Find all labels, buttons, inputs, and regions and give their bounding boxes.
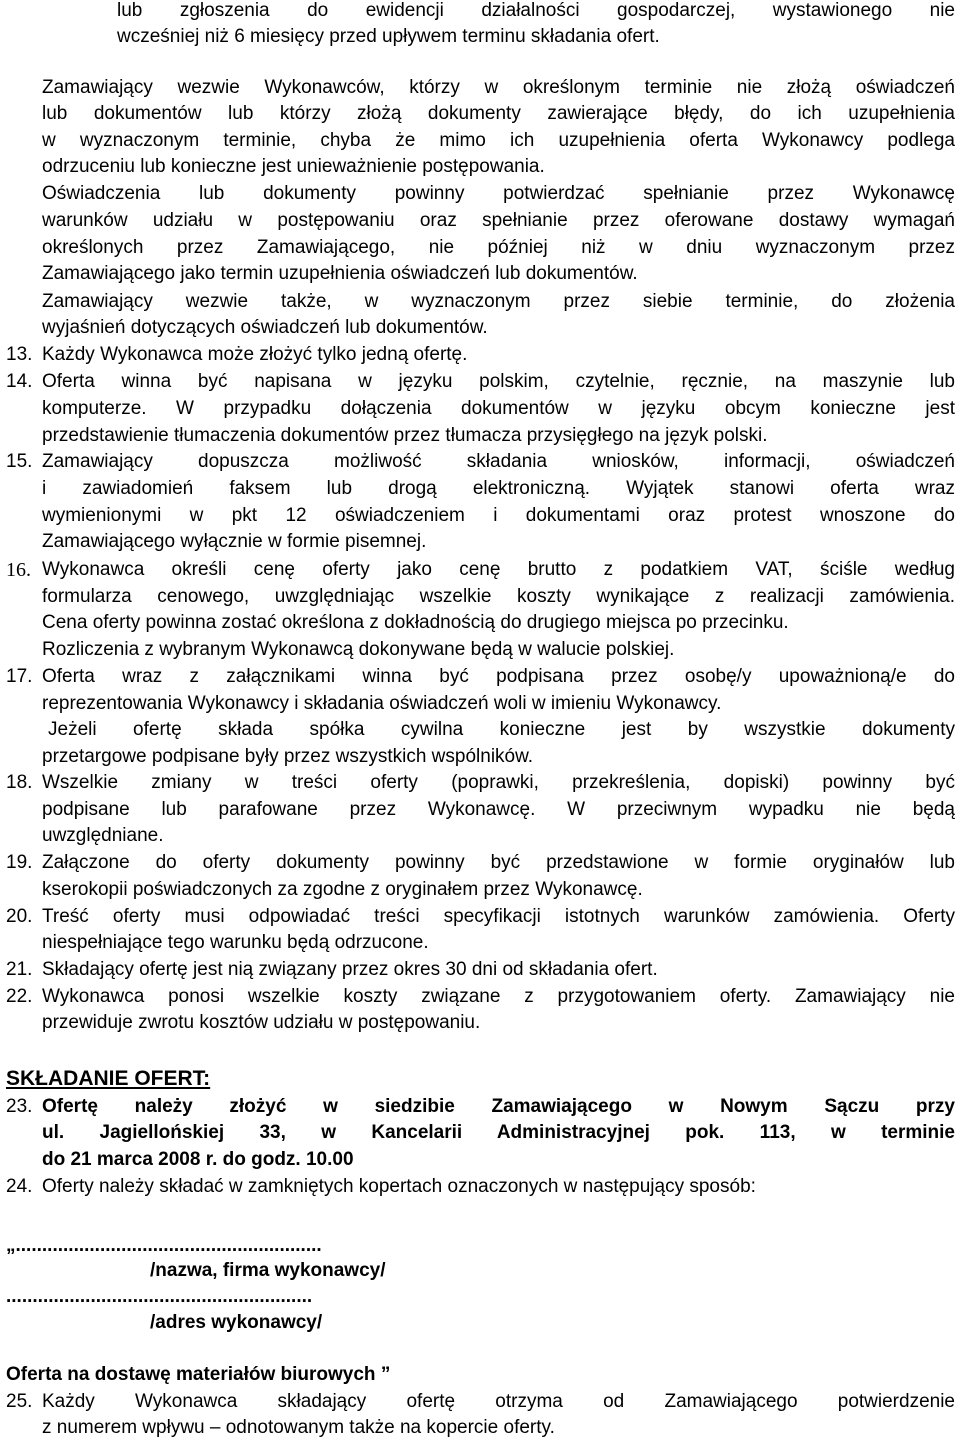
item-number: 16. — [6, 559, 31, 581]
text-line: kserokopii poświadczonych za zgodne z oryginałem przez Wykonawcę. — [42, 879, 643, 900]
item-number: 15. — [6, 451, 33, 472]
text-line: wyjaśnień dotyczących oświadczeń lub dokumentów. — [42, 317, 488, 338]
text-line: lub dokumentów lub którzy złożą dokumenty zawierające błędy, do ich uzupełnienia — [42, 103, 955, 124]
envelope-name-label: /nazwa, firma wykonawcy/ — [150, 1260, 386, 1281]
envelope-address-label: /adres wykonawcy/ — [150, 1312, 323, 1333]
item-number: 18. — [6, 772, 33, 793]
text-line: w wyznaczonym terminie, chyba że mimo ich uzupełnienia oferta Wykonawcy podlega — [42, 130, 955, 151]
text-line: Załączone do oferty dokumenty powinny być przedstawione w formie oryginałów lub — [42, 852, 955, 873]
text-line: z numerem wpływu – odnotowanym także na kopercie oferty. — [42, 1417, 555, 1438]
item-number: 19. — [6, 852, 33, 873]
text-line: określonych przez Zamawiającego, nie później niż w dniu wyznaczonym przez — [42, 237, 955, 258]
text-line: Każdy Wykonawca składający ofertę otrzyma od Zamawiającego potwierdzenie — [42, 1391, 955, 1412]
text-line: komputerze. W przypadku dołączenia dokumentów w języku obcym konieczne jest — [42, 398, 955, 419]
item-number: 24. — [6, 1176, 33, 1197]
section-heading: SKŁADANIE OFERT: — [6, 1067, 211, 1090]
text-line: przedstawienie tłumaczenia dokumentów przez tłumacza przysięgłego na język polski. — [42, 425, 768, 446]
text-line: odrzuceniu lub konieczne jest unieważnienie postępowania. — [42, 156, 545, 177]
text-line: Zamawiający dopuszcza możliwość składania wniosków, informacji, oświadczeń — [42, 451, 955, 472]
item-number: 17. — [6, 666, 33, 687]
item-number: 14. — [6, 371, 33, 392]
item-number: 21. — [6, 959, 33, 980]
item-number: 23. — [6, 1096, 33, 1117]
text-line: Oświadczenia lub dokumenty powinny potwierdzać spełnianie przez Wykonawcę — [42, 183, 955, 204]
text-line: podpisane lub parafowane przez Wykonawcę. W przeciwnym wypadku nie będą — [42, 799, 955, 820]
text-line: warunków udziału w postępowaniu oraz spełnianie przez oferowane dostawy wymagań — [42, 210, 955, 231]
text-line: reprezentowania Wykonawcy i składania oświadczeń woli w imieniu Wykonawcy. — [42, 693, 722, 714]
text-line: Ofertę należy złożyć w siedzibie Zamawiającego w Nowym Sączu przy — [42, 1096, 955, 1117]
text-line: Zamawiającego jako termin uzupełnienia oświadczeń lub dokumentów. — [42, 263, 638, 284]
item-number: 20. — [6, 906, 33, 927]
text-line: wcześniej niż 6 miesięcy przed upływem terminu składania ofert. — [117, 26, 660, 47]
envelope-dots-line: .......................................................... — [6, 1286, 313, 1307]
text-line: uwzględniane. — [42, 825, 164, 846]
text-line: formularza cenowego, uwzględniając wszelkie koszty wynikające z realizacji zamówienia. — [42, 586, 955, 607]
text-line: Rozliczenia z wybranym Wykonawcą dokonywane będą w walucie polskiej. — [42, 639, 675, 660]
text-line: Zamawiający wezwie także, w wyznaczonym przez siebie terminie, do złożenia — [42, 291, 955, 312]
text-line: Oferta wraz z załącznikami winna być podpisana przez osobę/y upoważnioną/e do — [42, 666, 955, 687]
text-line: wymienionymi w pkt 12 oświadczeniem i dokumentami oraz protest wnoszone do — [42, 505, 955, 526]
text-line: Oferta winna być napisana w języku polskim, czytelnie, ręcznie, na maszynie lub — [42, 371, 955, 392]
text-line: Zamawiającego wyłącznie w formie pisemnej. — [42, 531, 427, 552]
envelope-offer-title: Oferta na dostawę materiałów biurowych ” — [6, 1364, 391, 1385]
item-number: 22. — [6, 986, 33, 1007]
text-line: Wykonawca ponosi wszelkie koszty związane z przygotowaniem oferty. Zamawiający nie — [42, 986, 955, 1007]
text-line: ul. Jagiellońskiej 33, w Kancelarii Administracyjnej pok. 113, w terminie — [42, 1122, 955, 1143]
text-line: Wykonawca określi cenę oferty jako cenę brutto z podatkiem VAT, ściśle według — [42, 559, 955, 580]
envelope-dots-line: „.......................................................... — [6, 1235, 322, 1256]
text-line: Wszelkie zmiany w treści oferty (poprawki, przekreślenia, dopiski) powinny być — [42, 772, 955, 793]
text-line: przetargowe podpisane były przez wszystkich wspólników. — [42, 746, 534, 767]
text-line: i zawiadomień faksem lub drogą elektroniczną. Wyjątek stanowi oferta wraz — [42, 478, 955, 499]
text-line: Zamawiający wezwie Wykonawców, którzy w określonym terminie nie złożą oświadczeń — [42, 77, 955, 98]
text-line: Składający ofertę jest nią związany przez okres 30 dni od składania ofert. — [42, 959, 658, 980]
text-line: przewiduje zwrotu kosztów udziału w postępowaniu. — [42, 1012, 481, 1033]
text-line: Treść oferty musi odpowiadać treści specyfikacji istotnych warunków zamówienia. Oferty — [42, 906, 955, 927]
text-line: niespełniające tego warunku będą odrzucone. — [42, 932, 429, 953]
text-line: Cena oferty powinna zostać określona z dokładnością do drugiego miejsca po przecinku. — [42, 612, 789, 633]
text-line: Jeżeli ofertę składa spółka cywilna konieczne jest by wszystkie dokumenty — [48, 719, 955, 740]
text-line: Oferty należy składać w zamkniętych kopertach oznaczonych w następujący sposób: — [42, 1176, 756, 1197]
text-line: lub zgłoszenia do ewidencji działalności gospodarczej, wystawionego nie — [117, 0, 955, 21]
item-number: 13. — [6, 344, 33, 365]
text-line: do 21 marca 2008 r. do godz. 10.00 — [42, 1149, 354, 1170]
text-line: Każdy Wykonawca może złożyć tylko jedną ofertę. — [42, 344, 468, 365]
item-number: 25. — [6, 1391, 33, 1412]
